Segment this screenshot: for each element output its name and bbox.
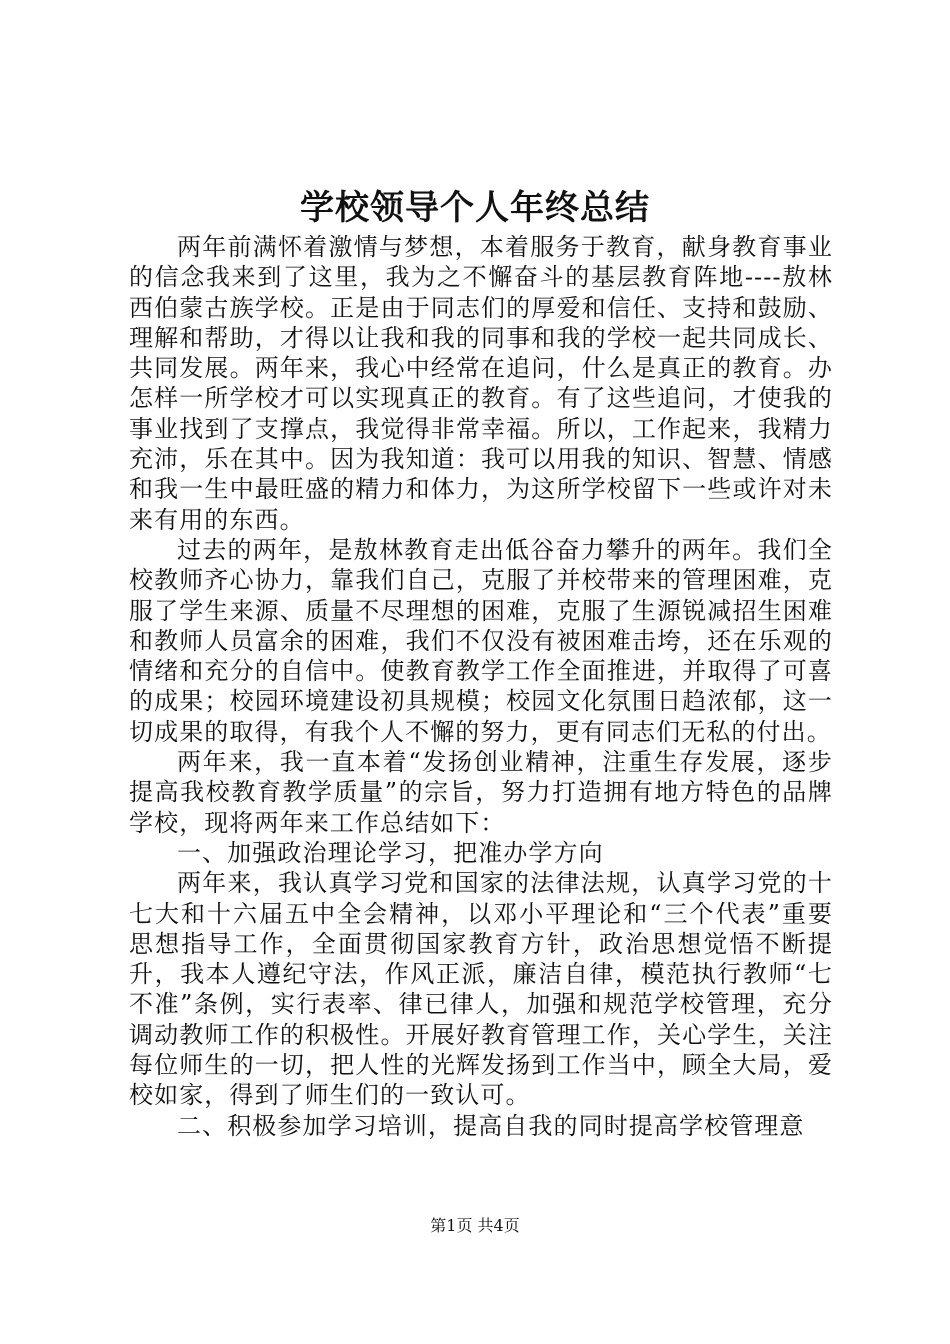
paragraph-section-1: 两年来，我认真学习党和国家的法律法规，认真学习党的十七大和十六届五中全会精神，以邓小平理论和“三个代表”重要思想指导工作，全面贯彻国家教育方针，政治思想觉悟不断提升，我本人遵纪守法，作风正派，廉洁自律，模范执行教师“七不准”条例，实行表率、律已律人，加强和规范学校管理，充分调动教师工作的积极性。开展好教育管理工作，关心学生，关注每位师生的一切，把人性的光辉发扬到工作当中，顾全大局，爱校如家，得到了师生们的一致认可。 <box>129 869 833 1110</box>
section-heading-2: 二、积极参加学习培训，提高自我的同时提高学校管理意 <box>177 1111 805 1140</box>
paragraph-past-two-years: 过去的两年，是敖林教育走出低谷奋力攀升的两年。我们全校教师齐心协力，靠我们自己，克服了并校带来的管理困难，克服了学生来源、质量不尽理想的困难，克服了生源锐减招生困难和教师人员富余的困难，我们不仅没有被困难击垮，还在乐观的情绪和充分的自信中。使教育教学工作全面推进，并取得了可喜的成果；校园环境建设初具规模；校园文化氛围日趋浓郁，这一切成果的取得，有我个人不懈的努力，更有同志们无私的付出。 <box>129 535 833 746</box>
paragraph-intro: 两年前满怀着激情与梦想，本着服务于教育，献身教育事业的信念我来到了这里，我为之不懈奋斗的基层教育阵地----敖林西伯蒙古族学校。正是由于同志们的厚爱和信任、支持和鼓励、理解和帮助，才得以让我和我的同事和我的学校一起共同成长、共同发展。两年来，我心中经常在追问，什么是真正的教育。办怎样一所学校才可以实现真正的教育。有了这些追问，才使我的事业找到了支撑点，我觉得非常幸福。所以，工作起来，我精力充沛，乐在其中。因为我知道：我可以用我的知识、智慧、情感和我一生中最旺盛的精力和体力，为这所学校留下一些或许对未来有用的东西。 <box>129 233 833 534</box>
section-heading-1: 一、加强政治理论学习，把准办学方向 <box>177 838 604 867</box>
paragraph-summary-intro: 两年来，我一直本着“发扬创业精神，注重生存发展，逐步提高我校教育教学质量”的宗旨，努力打造拥有地方特色的品牌学校，现将两年来工作总结如下： <box>129 748 833 837</box>
page-footer: 第1页 共4页 <box>430 1216 520 1235</box>
document-body <box>129 232 833 1141</box>
document-title: 学校领导个人年终总结 <box>300 188 650 228</box>
